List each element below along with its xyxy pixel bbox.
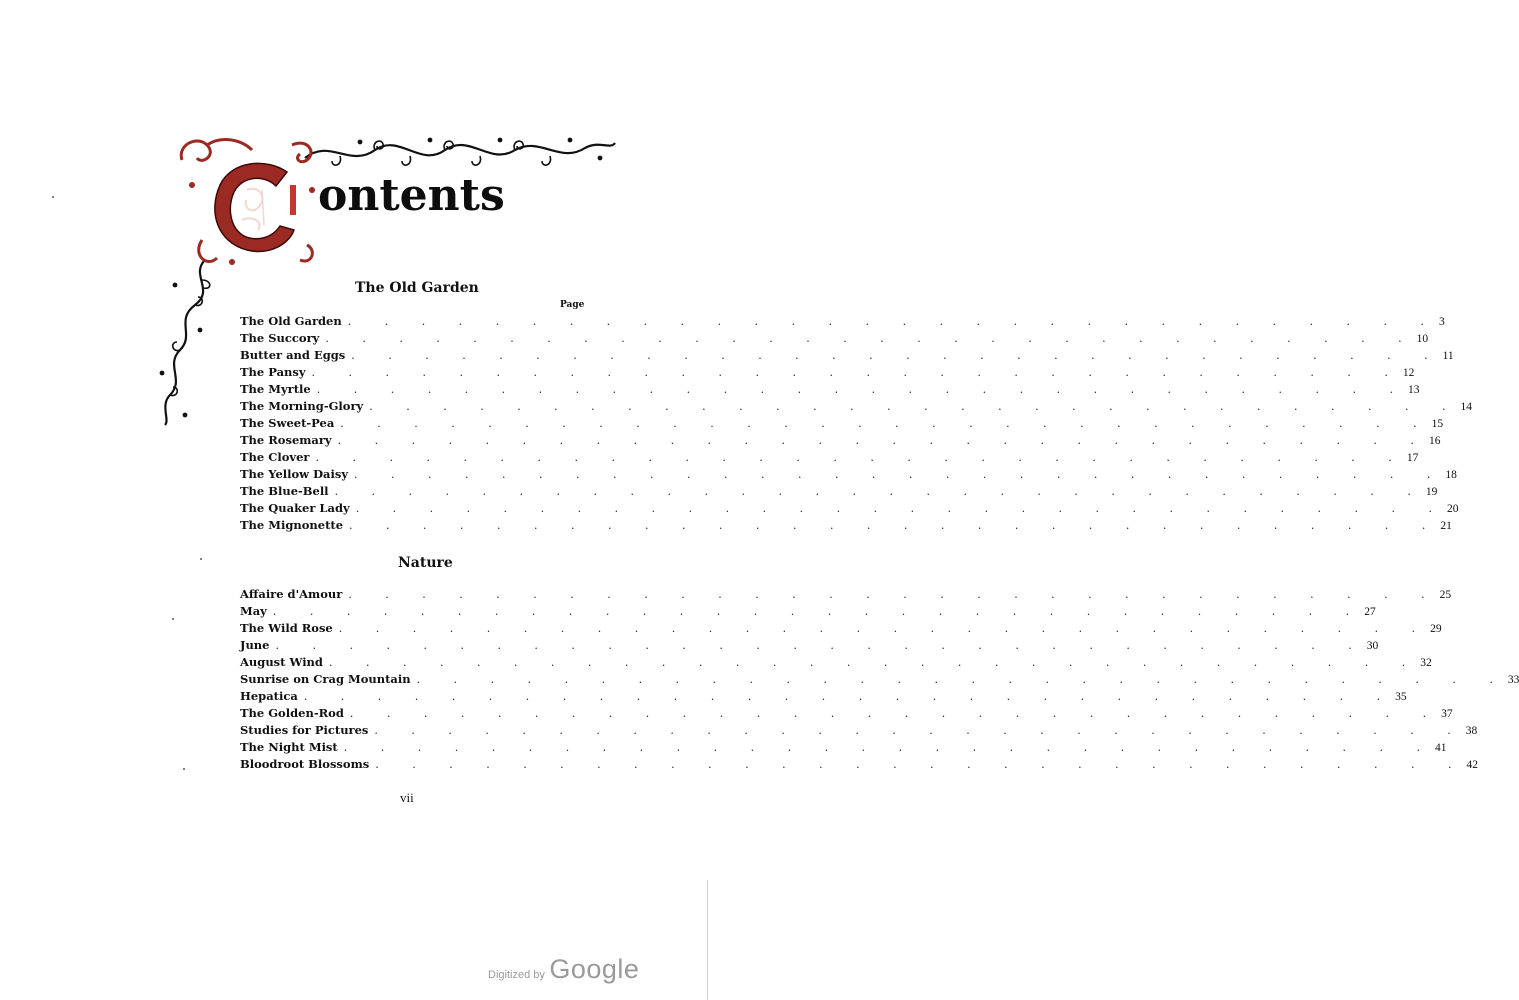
toc-entry-title: Affaire d'Amour (240, 587, 343, 601)
toc-entry-page: 25 (1439, 589, 1452, 601)
toc-entry-title: June (240, 638, 270, 652)
toc-entry-title: The Blue-Bell (240, 484, 329, 498)
toc-dot-leader: . . . . . . . . . . . . . . . . . . . . . . . . . . . . . . (347, 315, 1440, 328)
toc-entry-page: 37 (1441, 708, 1453, 720)
toc-dot-leader: . . . . . . . . . . . . . . . . . . . . . . . . . . . . . . (369, 400, 1461, 413)
scan-speck (200, 558, 202, 560)
toc-dot-leader: . . . . . . . . . . . . . . . . . . . . . . . . . . . . . . (354, 468, 1446, 481)
toc-entry-title: The Yellow Daisy (240, 467, 349, 481)
toc-entry-page: 16 (1428, 435, 1441, 447)
toc-entry-page: 12 (1402, 367, 1415, 379)
toc-dot-leader: . . . . . . . . . . . . . . . . . . . . . . . . . . . . . . (351, 349, 1443, 362)
left-scroll-ornament (150, 255, 220, 430)
toc-entry-page: 10 (1416, 333, 1429, 345)
toc-list-nature (240, 586, 1519, 773)
toc-dot-leader: . . . . . . . . . . . . . . . . . . . . . . . . . . . . . . (303, 690, 1396, 703)
toc-dot-leader: . . . . . . . . . . . . . . . . . . . . . . . . . . . . . . (337, 434, 1429, 447)
toc-entry (240, 688, 1407, 705)
watermark-brand: Google (549, 954, 640, 984)
illuminated-initial-ornament (172, 130, 322, 270)
scan-speck (172, 618, 174, 620)
toc-entry-title: The Wild Rose (240, 621, 333, 635)
page-column-label: Page (560, 300, 585, 310)
toc-entry-title: The Sweet-Pea (240, 416, 335, 430)
toc-entry (240, 739, 1447, 756)
toc-entry-title: Studies for Pictures (240, 723, 369, 737)
toc-dot-leader: . . . . . . . . . . . . . . . . . . . . . . . . . . . . . . (311, 366, 1403, 379)
toc-dot-leader: . . . . . . . . . . . . . . . . . . . . . . . . . . . . . . (374, 724, 1466, 737)
toc-dot-leader: . . . . . . . . . . . . . . . . . . . . . . . . . . . . . . (275, 639, 1367, 652)
toc-entry-title: The Pansy (240, 365, 306, 379)
toc-dot-leader: . . . . . . . . . . . . . . . . . . . . . . . . . . . . . . (316, 383, 1409, 396)
toc-entry-page: 35 (1395, 691, 1407, 703)
toc-entry (240, 586, 1452, 603)
toc-entry-page: 38 (1465, 725, 1478, 737)
watermark-prefix: Digitized by (488, 969, 545, 981)
toc-entry (240, 364, 1415, 381)
toc-entry (240, 466, 1457, 483)
toc-entry-page: 18 (1445, 469, 1457, 481)
toc-dot-leader: . . . . . . . . . . . . . . . . . . . . . . . . . . . . . . (315, 451, 1407, 464)
toc-entry (240, 381, 1420, 398)
toc-entry-title: Hepatica (240, 689, 298, 703)
section-title-old-garden: The Old Garden (355, 280, 479, 296)
toc-entry-title: The Clover (240, 450, 310, 464)
toc-entry-page: 17 (1406, 452, 1419, 464)
digitized-by-google-watermark (488, 954, 639, 985)
toc-entry (240, 483, 1438, 500)
toc-entry-title: The Succory (240, 331, 320, 345)
toc-entry-page: 42 (1466, 759, 1479, 771)
toc-dot-leader: . . . . . . . . . . . . . . . . . . . . . . . . . . . . . . (355, 502, 1447, 515)
contents-heading: ontents (318, 170, 505, 221)
toc-entry-title: August Wind (240, 655, 323, 669)
toc-entry-page: 15 (1431, 418, 1444, 430)
toc-entry (240, 415, 1444, 432)
toc-entry-page: 30 (1366, 640, 1379, 652)
page-number: vii (400, 790, 414, 805)
toc-entry-page: 20 (1447, 503, 1459, 515)
toc-entry-title: The Night Mist (240, 740, 338, 754)
toc-entry-page: 14 (1460, 401, 1473, 413)
toc-entry-title: Bloodroot Blossoms (240, 757, 370, 771)
toc-entry (240, 330, 1429, 347)
toc-entry-page: 3 (1439, 316, 1445, 328)
toc-dot-leader: . . . . . . . . . . . . . . . . . . . . . . . . . . . . . . (328, 656, 1421, 669)
toc-entry (240, 654, 1432, 671)
toc-entry-title: The Golden-Rod (240, 706, 344, 720)
toc-entry-page: 11 (1442, 350, 1454, 362)
toc-entry (240, 313, 1445, 330)
toc-dot-leader: . . . . . . . . . . . . . . . . . . . . . . . . . . . . . . (338, 622, 1431, 635)
toc-entry (240, 449, 1419, 466)
toc-entry (240, 398, 1473, 415)
section-title-nature: Nature (398, 555, 453, 571)
toc-entry (240, 637, 1379, 654)
toc-entry-page: 13 (1408, 384, 1420, 396)
toc-entry (240, 671, 1519, 688)
toc-entry-page: 19 (1425, 486, 1438, 498)
toc-dot-leader: . . . . . . . . . . . . . . . . . . . . . . . . . . . . . . (348, 588, 1440, 601)
toc-dot-leader: . . . . . . . . . . . . . . . . . . . . . . . . . . . . . . (416, 673, 1508, 686)
toc-dot-leader: . . . . . . . . . . . . . . . . . . . . . . . . . . . . . . (272, 605, 1365, 618)
toc-entry (240, 432, 1441, 449)
toc-entry-page: 27 (1364, 606, 1376, 618)
toc-entry (240, 347, 1454, 364)
toc-entry-page: 32 (1420, 657, 1432, 669)
toc-dot-leader: . . . . . . . . . . . . . . . . . . . . . . . . . . . . . . (340, 417, 1432, 430)
toc-entry-title: The Old Garden (240, 314, 342, 328)
toc-dot-leader: . . . . . . . . . . . . . . . . . . . . . . . . . . . . . . (349, 519, 1441, 532)
scan-speck (183, 768, 185, 770)
toc-dot-leader: . . . . . . . . . . . . . . . . . . . . . . . . . . . . . . (349, 707, 1442, 720)
toc-entry (240, 500, 1459, 517)
toc-entry-page: 21 (1440, 520, 1452, 532)
toc-entry-title: Butter and Eggs (240, 348, 346, 362)
toc-entry-page: 41 (1435, 742, 1447, 754)
toc-entry-title: The Mignonette (240, 518, 344, 532)
toc-list-old-garden (240, 313, 1473, 534)
toc-entry-title: The Morning-Glory (240, 399, 364, 413)
toc-entry-title: May (240, 604, 267, 618)
toc-entry-page: 33 (1507, 674, 1519, 686)
toc-entry-title: The Myrtle (240, 382, 311, 396)
toc-entry-title: Sunrise on Crag Mountain (240, 672, 411, 686)
toc-entry (240, 603, 1376, 620)
toc-entry (240, 705, 1453, 722)
toc-entry (240, 722, 1478, 739)
toc-entry (240, 756, 1479, 773)
toc-entry (240, 620, 1442, 637)
toc-dot-leader: . . . . . . . . . . . . . . . . . . . . . . . . . . . . . . (334, 485, 1426, 498)
toc-dot-leader: . . . . . . . . . . . . . . . . . . . . . . . . . . . . . . (343, 741, 1436, 754)
toc-entry-page: 29 (1430, 623, 1442, 635)
toc-entry (240, 517, 1452, 534)
scan-edge-line (707, 880, 708, 1000)
scan-speck (52, 196, 54, 198)
toc-dot-leader: . . . . . . . . . . . . . . . . . . . . . . . . . . . . . . (375, 758, 1467, 771)
toc-entry-title: The Rosemary (240, 433, 332, 447)
toc-entry-title: The Quaker Lady (240, 501, 350, 515)
toc-dot-leader: . . . . . . . . . . . . . . . . . . . . . . . . . . . . . . (325, 332, 1417, 345)
